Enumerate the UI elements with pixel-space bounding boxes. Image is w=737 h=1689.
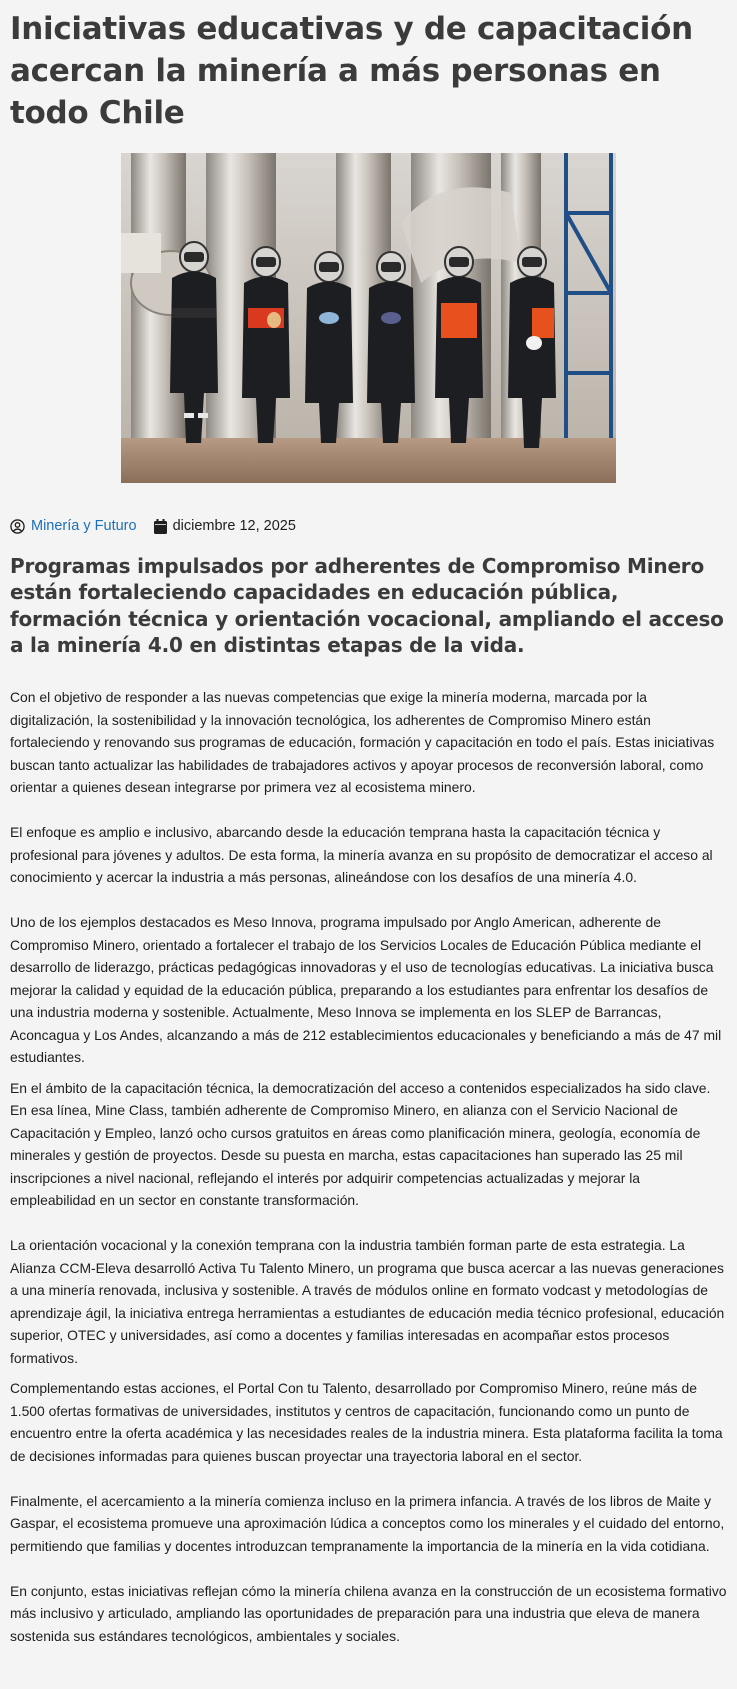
category-link[interactable]: Minería y Futuro [31, 518, 137, 534]
body-paragraph: En conjunto, estas iniciativas reflejan cómo la minería chilena avanza en la construcción de un ecosistema formativo más inclusivo y articulado, ampliando las oportunidades de preparación para una industria que eleva de manera sostenida sus estándares tecnológicos, ambientales y sociales. [10, 1582, 727, 1644]
calendar-icon [154, 519, 167, 534]
user-circle-icon [10, 519, 25, 534]
body-paragraph: Finalmente, el acercamiento a la minería comienza incluso en la primera infancia. A través de los libros de Maite y Gaspar, el ecosistema promueve una aproximación lúdica a conceptos como los minerales y el cuidado del entorno, permitiendo que familias y docentes introduzcan tempranamente la importancia de la minería en la vida cotidiana. [10, 1492, 725, 1554]
body-paragraph: Uno de los ejemplos destacados es Meso Innova, programa impulsado por Anglo American, adherente de Compromiso Minero, orientado a fortalecer el trabajo de los Servicios Locales de Educación Pública mediante el desarrollo de liderazgo, prácticas pedagógicas innovadoras y el uso de tecnologías educativas. La iniciativa busca mejorar la calidad y equidad de la educación pública, preparando a los estudiantes para enfrentar los desafíos de una industria moderna y sostenible. Actualmente, Meso Innova se implementa en los SLEP de Barrancas, Aconcagua y Los Andes, alcanzando a más de 212 establecimientos educacionales y beneficiando a más de 47 mil estudiantes. [10, 914, 722, 1065]
body-paragraph: El enfoque es amplio e inclusivo, abarcando desde la educación temprana hasta la capacitación técnica y profesional para jóvenes y adultos. De esta forma, la minería avanza en su propósito de democratizar el acceso al conocimiento y acercar la industria a más personas, alineándose con los desafíos de una minería 4.0. [10, 824, 713, 885]
article-title: Iniciativas educativas y de capacitación acercan la minería a más personas en todo Chile [10, 11, 693, 131]
body-paragraph: La orientación vocacional y la conexión temprana con la industria también forman parte de esta estrategia. La Alianza CCM-Eleva desarrolló Activa Tu Talento Minero, un programa que busca acercar a las nuevas generaciones a una minería renovada, inclusiva y sostenible. A través de módulos online en formato vodcast y metodologías de aprendizaje ágil, la iniciativa entrega herramientas a estudiantes de educación media técnico profesional, educación superior, OTEC y universidades, así como a docentes y familias interesadas en acompañar estos procesos formativos. [10, 1237, 725, 1366]
article-subtitle: Programas impulsados por adherentes de Compromiso Minero están fortaleciendo capacidades en educación pública, formación técnica y orientación vocacional, ampliando el acceso a la minería 4.0 en distintas etapas de la vida. [10, 554, 724, 658]
hero-image [121, 153, 616, 483]
post-date: diciembre 12, 2025 [172, 518, 296, 534]
body-paragraph: En el ámbito de la capacitación técnica, la democratización del acceso a contenidos especializados ha sido clave. En esa línea, Mine Class, también adherente de Compromiso Minero, en alianza con el Servicio Nacional de Capacitación y Empleo, lanzó ocho cursos gratuitos en áreas como planificación minera, geología, economía de minerales y gestión de proyectos. Desde su puesta en marcha, estas capacitaciones han superado las 25 mil inscripciones a nivel nacional, reflejando el interés por adquirir competencias actualizadas y mejorar la empleabilidad en un sector en constante transformación. [10, 1079, 711, 1208]
article [10, 0, 727, 1644]
article-body [10, 686, 728, 1647]
body-paragraph: Con el objetivo de responder a las nuevas competencias que exige la minería moderna, marcada por la digitalización, la sostenibilidad y la innovación tecnológica, los adherentes de Compromiso Minero están fortaleciendo y renovando sus programas de educación, formación y capacitación en todo el país. Estas iniciativas buscan tanto actualizar las habilidades de trabajadores activos y apoyar procesos de reconversión laboral, como orientar a quienes desean integrarse por primera vez al ecosistema minero. [10, 689, 715, 795]
post-meta [10, 516, 296, 536]
body-paragraph: Complementando estas acciones, el Portal Con tu Talento, desarrollado por Compromiso Minero, reúne más de 1.500 ofertas formativas de universidades, institutos y centros de capacitación, funcionando como un punto de encuentro entre la oferta académica y las necesidades reales de la industria minera. Esta plataforma facilita la toma de decisiones informadas para quienes buscan proyectar una trayectoria laboral en el sector. [10, 1380, 723, 1464]
hero-photo-workers [121, 153, 616, 483]
